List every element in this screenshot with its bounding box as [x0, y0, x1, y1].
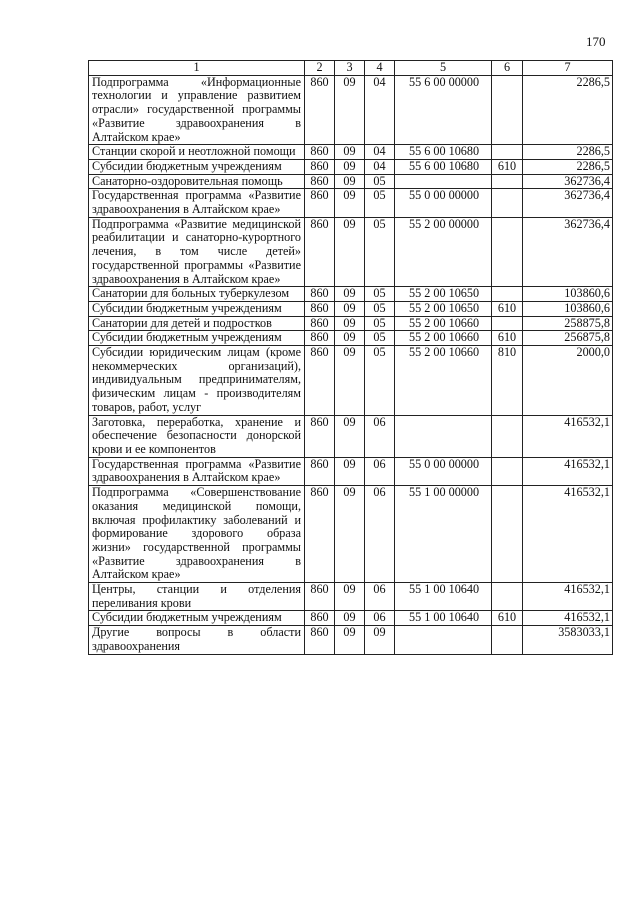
row-expense-type: [492, 75, 523, 145]
row-subsection: 06: [365, 583, 395, 611]
row-amount: 416532,1: [523, 486, 613, 583]
row-target-article: 55 2 00 10650: [395, 301, 492, 316]
row-name: Государственная программа «Развитие здравоохранения в Алтайском крае»: [89, 189, 305, 217]
row-name: Субсидии бюджетным учреждениям: [89, 611, 305, 626]
row-section: 09: [335, 287, 365, 302]
row-subsection: 04: [365, 159, 395, 174]
row-target-article: [395, 626, 492, 654]
row-target-article: 55 1 00 10640: [395, 611, 492, 626]
row-target-article: 55 1 00 00000: [395, 486, 492, 583]
row-amount: 3583033,1: [523, 626, 613, 654]
row-section: 09: [335, 75, 365, 145]
row-subsection: 05: [365, 331, 395, 346]
header-col-4: 4: [365, 61, 395, 76]
table-row: [89, 189, 613, 217]
row-name: Субсидии бюджетным учреждениям: [89, 331, 305, 346]
row-name: Центры, станции и отделения переливания крови: [89, 583, 305, 611]
row-amount: 2286,5: [523, 159, 613, 174]
table-row: [89, 174, 613, 189]
row-target-article: 55 2 00 00000: [395, 217, 492, 287]
row-expense-type: [492, 415, 523, 457]
table-row: [89, 457, 613, 485]
header-col-6: 6: [492, 61, 523, 76]
row-admin-code: 860: [305, 145, 335, 160]
row-amount: 416532,1: [523, 611, 613, 626]
row-expense-type: [492, 457, 523, 485]
header-col-3: 3: [335, 61, 365, 76]
row-section: 09: [335, 145, 365, 160]
row-amount: 258875,8: [523, 316, 613, 331]
row-expense-type: 610: [492, 611, 523, 626]
row-target-article: [395, 415, 492, 457]
row-amount: 362736,4: [523, 189, 613, 217]
row-name: Субсидии бюджетным учреждениям: [89, 159, 305, 174]
table-row: [89, 287, 613, 302]
row-section: 09: [335, 583, 365, 611]
row-amount: 2000,0: [523, 346, 613, 416]
row-admin-code: 860: [305, 301, 335, 316]
row-name: Государственная программа «Развитие здравоохранения в Алтайском крае»: [89, 457, 305, 485]
row-target-article: 55 6 00 10680: [395, 145, 492, 160]
row-subsection: 05: [365, 287, 395, 302]
header-row: [89, 61, 613, 76]
header-col-1: 1: [89, 61, 305, 76]
row-amount: 362736,4: [523, 217, 613, 287]
row-expense-type: [492, 486, 523, 583]
row-expense-type: [492, 145, 523, 160]
row-admin-code: 860: [305, 159, 335, 174]
row-amount: 2286,5: [523, 75, 613, 145]
row-amount: 103860,6: [523, 287, 613, 302]
header-col-2: 2: [305, 61, 335, 76]
row-subsection: 05: [365, 316, 395, 331]
row-name: Субсидии юридическим лицам (кроме некоммерческих организаций), индивидуальным предпринимателям, физическим лицам - производителям товаров, работ, услуг: [89, 346, 305, 416]
table-row: [89, 316, 613, 331]
row-target-article: 55 1 00 10640: [395, 583, 492, 611]
row-target-article: 55 0 00 00000: [395, 189, 492, 217]
row-expense-type: 810: [492, 346, 523, 416]
row-expense-type: [492, 626, 523, 654]
row-amount: 416532,1: [523, 415, 613, 457]
row-section: 09: [335, 626, 365, 654]
row-subsection: 04: [365, 75, 395, 145]
row-subsection: 05: [365, 174, 395, 189]
row-subsection: 05: [365, 189, 395, 217]
row-section: 09: [335, 174, 365, 189]
row-subsection: 06: [365, 457, 395, 485]
row-target-article: 55 2 00 10650: [395, 287, 492, 302]
table-row: [89, 415, 613, 457]
row-target-article: 55 6 00 10680: [395, 159, 492, 174]
row-target-article: 55 0 00 00000: [395, 457, 492, 485]
row-target-article: 55 2 00 10660: [395, 316, 492, 331]
row-admin-code: 860: [305, 486, 335, 583]
table-row: [89, 583, 613, 611]
row-section: 09: [335, 189, 365, 217]
table-row: [89, 159, 613, 174]
row-admin-code: 860: [305, 174, 335, 189]
row-target-article: 55 6 00 00000: [395, 75, 492, 145]
row-expense-type: [492, 217, 523, 287]
row-admin-code: 860: [305, 331, 335, 346]
row-name: Подпрограмма «Совершенствование оказания медицинской помощи, включая профилактику заболеваний и формирование здорового образа жизни» государственной программы «Развитие здравоохранения в Алтайском крае»: [89, 486, 305, 583]
row-target-article: [395, 174, 492, 189]
row-amount: 416532,1: [523, 583, 613, 611]
row-subsection: 09: [365, 626, 395, 654]
row-section: 09: [335, 301, 365, 316]
row-admin-code: 860: [305, 583, 335, 611]
row-name: Санатории для больных туберкулезом: [89, 287, 305, 302]
row-expense-type: [492, 174, 523, 189]
row-subsection: 06: [365, 611, 395, 626]
row-admin-code: 860: [305, 611, 335, 626]
row-expense-type: [492, 583, 523, 611]
row-subsection: 05: [365, 301, 395, 316]
row-amount: 2286,5: [523, 145, 613, 160]
row-section: 09: [335, 611, 365, 626]
table-row: [89, 486, 613, 583]
row-section: 09: [335, 415, 365, 457]
table-row: [89, 301, 613, 316]
row-subsection: 06: [365, 415, 395, 457]
row-name: Санатории для детей и подростков: [89, 316, 305, 331]
row-expense-type: 610: [492, 301, 523, 316]
row-section: 09: [335, 331, 365, 346]
row-subsection: 04: [365, 145, 395, 160]
table-row: [89, 331, 613, 346]
header-col-7: 7: [523, 61, 613, 76]
row-section: 09: [335, 457, 365, 485]
row-name: Заготовка, переработка, хранение и обеспечение безопасности донорской крови и ее компонентов: [89, 415, 305, 457]
row-section: 09: [335, 159, 365, 174]
table-row: [89, 75, 613, 145]
row-target-article: 55 2 00 10660: [395, 346, 492, 416]
row-name: Санаторно-оздоровительная помощь: [89, 174, 305, 189]
row-admin-code: 860: [305, 316, 335, 331]
header-col-5: 5: [395, 61, 492, 76]
row-admin-code: 860: [305, 287, 335, 302]
table-row: [89, 626, 613, 654]
row-expense-type: [492, 316, 523, 331]
table-row: [89, 346, 613, 416]
row-name: Другие вопросы в области здравоохранения: [89, 626, 305, 654]
row-amount: 416532,1: [523, 457, 613, 485]
row-section: 09: [335, 217, 365, 287]
row-amount: 256875,8: [523, 331, 613, 346]
row-expense-type: [492, 189, 523, 217]
row-section: 09: [335, 316, 365, 331]
table-row: [89, 611, 613, 626]
row-admin-code: 860: [305, 415, 335, 457]
row-subsection: 05: [365, 346, 395, 416]
row-name: Подпрограмма «Развитие медицинской реабилитации и санаторно-курортного лечения, в том числе детей» государственной программы «Развитие здравоохранения в Алтайском крае»: [89, 217, 305, 287]
row-admin-code: 860: [305, 189, 335, 217]
row-admin-code: 860: [305, 217, 335, 287]
table-row: [89, 217, 613, 287]
row-admin-code: 860: [305, 626, 335, 654]
row-expense-type: 610: [492, 331, 523, 346]
table-row: [89, 145, 613, 160]
row-amount: 103860,6: [523, 301, 613, 316]
row-section: 09: [335, 486, 365, 583]
row-expense-type: 610: [492, 159, 523, 174]
row-admin-code: 860: [305, 75, 335, 145]
budget-table: [88, 60, 613, 655]
row-subsection: 06: [365, 486, 395, 583]
row-name: Станции скорой и неотложной помощи: [89, 145, 305, 160]
row-name: Субсидии бюджетным учреждениям: [89, 301, 305, 316]
row-target-article: 55 2 00 10660: [395, 331, 492, 346]
row-expense-type: [492, 287, 523, 302]
row-admin-code: 860: [305, 346, 335, 416]
row-name: Подпрограмма «Информационные технологии и управление развитием отрасли» государственной программы «Развитие здравоохранения в Алтайском крае»: [89, 75, 305, 145]
row-amount: 362736,4: [523, 174, 613, 189]
page-number: 170: [586, 34, 606, 49]
row-subsection: 05: [365, 217, 395, 287]
row-admin-code: 860: [305, 457, 335, 485]
row-section: 09: [335, 346, 365, 416]
